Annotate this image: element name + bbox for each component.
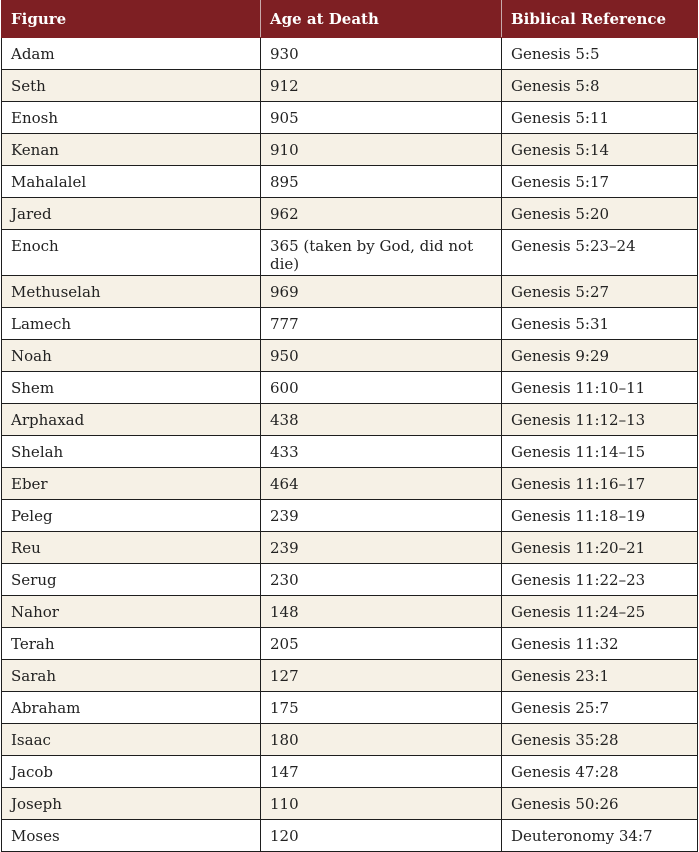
table-row [2,724,698,756]
cell-biblical-reference: Genesis 11:24–25 [502,596,698,628]
table-row [2,340,698,372]
table-row [2,596,698,628]
header-row [2,1,698,38]
cell-biblical-reference: Genesis 11:14–15 [502,436,698,468]
cell-biblical-reference: Genesis 11:10–11 [502,372,698,404]
cell-age-at-death: 910 [261,134,502,166]
table-header [2,1,698,38]
cell-biblical-reference: Genesis 9:29 [502,340,698,372]
cell-age-at-death: 148 [261,596,502,628]
table-row [2,692,698,724]
cell-biblical-reference: Genesis 5:14 [502,134,698,166]
cell-age-at-death: 365 (taken by God, did not die) [261,230,502,276]
cell-figure: Arphaxad [2,404,261,436]
cell-age-at-death: 120 [261,820,502,852]
cell-figure: Methuselah [2,276,261,308]
cell-figure: Reu [2,532,261,564]
cell-biblical-reference: Deuteronomy 34:7 [502,820,698,852]
cell-biblical-reference: Genesis 11:16–17 [502,468,698,500]
cell-age-at-death: 230 [261,564,502,596]
cell-biblical-reference: Genesis 5:8 [502,70,698,102]
table-row [2,564,698,596]
cell-biblical-reference: Genesis 11:22–23 [502,564,698,596]
cell-age-at-death: 905 [261,102,502,134]
cell-age-at-death: 600 [261,372,502,404]
cell-figure: Shem [2,372,261,404]
cell-figure: Eber [2,468,261,500]
cell-biblical-reference: Genesis 11:20–21 [502,532,698,564]
cell-figure: Sarah [2,660,261,692]
cell-age-at-death: 777 [261,308,502,340]
cell-age-at-death: 433 [261,436,502,468]
cell-biblical-reference: Genesis 50:26 [502,788,698,820]
cell-figure: Abraham [2,692,261,724]
cell-biblical-reference: Genesis 5:5 [502,38,698,70]
cell-figure: Joseph [2,788,261,820]
table-row [2,532,698,564]
column-header-biblical-reference: Biblical Reference [502,1,698,38]
table-row [2,500,698,532]
table-row [2,404,698,436]
cell-biblical-reference: Genesis 5:31 [502,308,698,340]
table-row [2,660,698,692]
cell-biblical-reference: Genesis 11:12–13 [502,404,698,436]
cell-biblical-reference: Genesis 25:7 [502,692,698,724]
cell-age-at-death: 175 [261,692,502,724]
cell-figure: Lamech [2,308,261,340]
table-row [2,820,698,852]
cell-figure: Serug [2,564,261,596]
cell-age-at-death: 912 [261,70,502,102]
cell-age-at-death: 438 [261,404,502,436]
table-row [2,102,698,134]
cell-figure: Shelah [2,436,261,468]
cell-figure: Seth [2,70,261,102]
cell-age-at-death: 205 [261,628,502,660]
cell-age-at-death: 895 [261,166,502,198]
cell-age-at-death: 464 [261,468,502,500]
cell-biblical-reference: Genesis 23:1 [502,660,698,692]
cell-age-at-death: 969 [261,276,502,308]
cell-age-at-death: 239 [261,500,502,532]
table-row [2,788,698,820]
cell-age-at-death: 962 [261,198,502,230]
table-row [2,70,698,102]
column-header-figure: Figure [2,1,261,38]
cell-age-at-death: 147 [261,756,502,788]
cell-age-at-death: 180 [261,724,502,756]
cell-biblical-reference: Genesis 11:32 [502,628,698,660]
cell-age-at-death: 950 [261,340,502,372]
cell-figure: Peleg [2,500,261,532]
table-row [2,198,698,230]
cell-figure: Kenan [2,134,261,166]
table-row [2,38,698,70]
table-row [2,166,698,198]
cell-figure: Jacob [2,756,261,788]
table-row [2,308,698,340]
cell-biblical-reference: Genesis 5:27 [502,276,698,308]
cell-figure: Noah [2,340,261,372]
column-header-age-at-death: Age at Death [261,1,502,38]
cell-figure: Nahor [2,596,261,628]
cell-figure: Terah [2,628,261,660]
table-row [2,756,698,788]
cell-biblical-reference: Genesis 5:11 [502,102,698,134]
table-row [2,628,698,660]
cell-figure: Enoch [2,230,261,276]
cell-age-at-death: 239 [261,532,502,564]
table-row [2,230,698,276]
cell-biblical-reference: Genesis 5:17 [502,166,698,198]
cell-figure: Enosh [2,102,261,134]
cell-figure: Moses [2,820,261,852]
cell-biblical-reference: Genesis 5:20 [502,198,698,230]
table-body [2,38,698,852]
cell-age-at-death: 127 [261,660,502,692]
cell-biblical-reference: Genesis 35:28 [502,724,698,756]
table-row [2,276,698,308]
table-row [2,372,698,404]
cell-age-at-death: 110 [261,788,502,820]
lifespan-table [1,0,698,852]
cell-figure: Mahalalel [2,166,261,198]
cell-figure: Adam [2,38,261,70]
cell-figure: Isaac [2,724,261,756]
cell-biblical-reference: Genesis 5:23–24 [502,230,698,276]
cell-biblical-reference: Genesis 47:28 [502,756,698,788]
table-row [2,436,698,468]
cell-biblical-reference: Genesis 11:18–19 [502,500,698,532]
table-row [2,468,698,500]
cell-age-at-death: 930 [261,38,502,70]
cell-figure: Jared [2,198,261,230]
table-row [2,134,698,166]
